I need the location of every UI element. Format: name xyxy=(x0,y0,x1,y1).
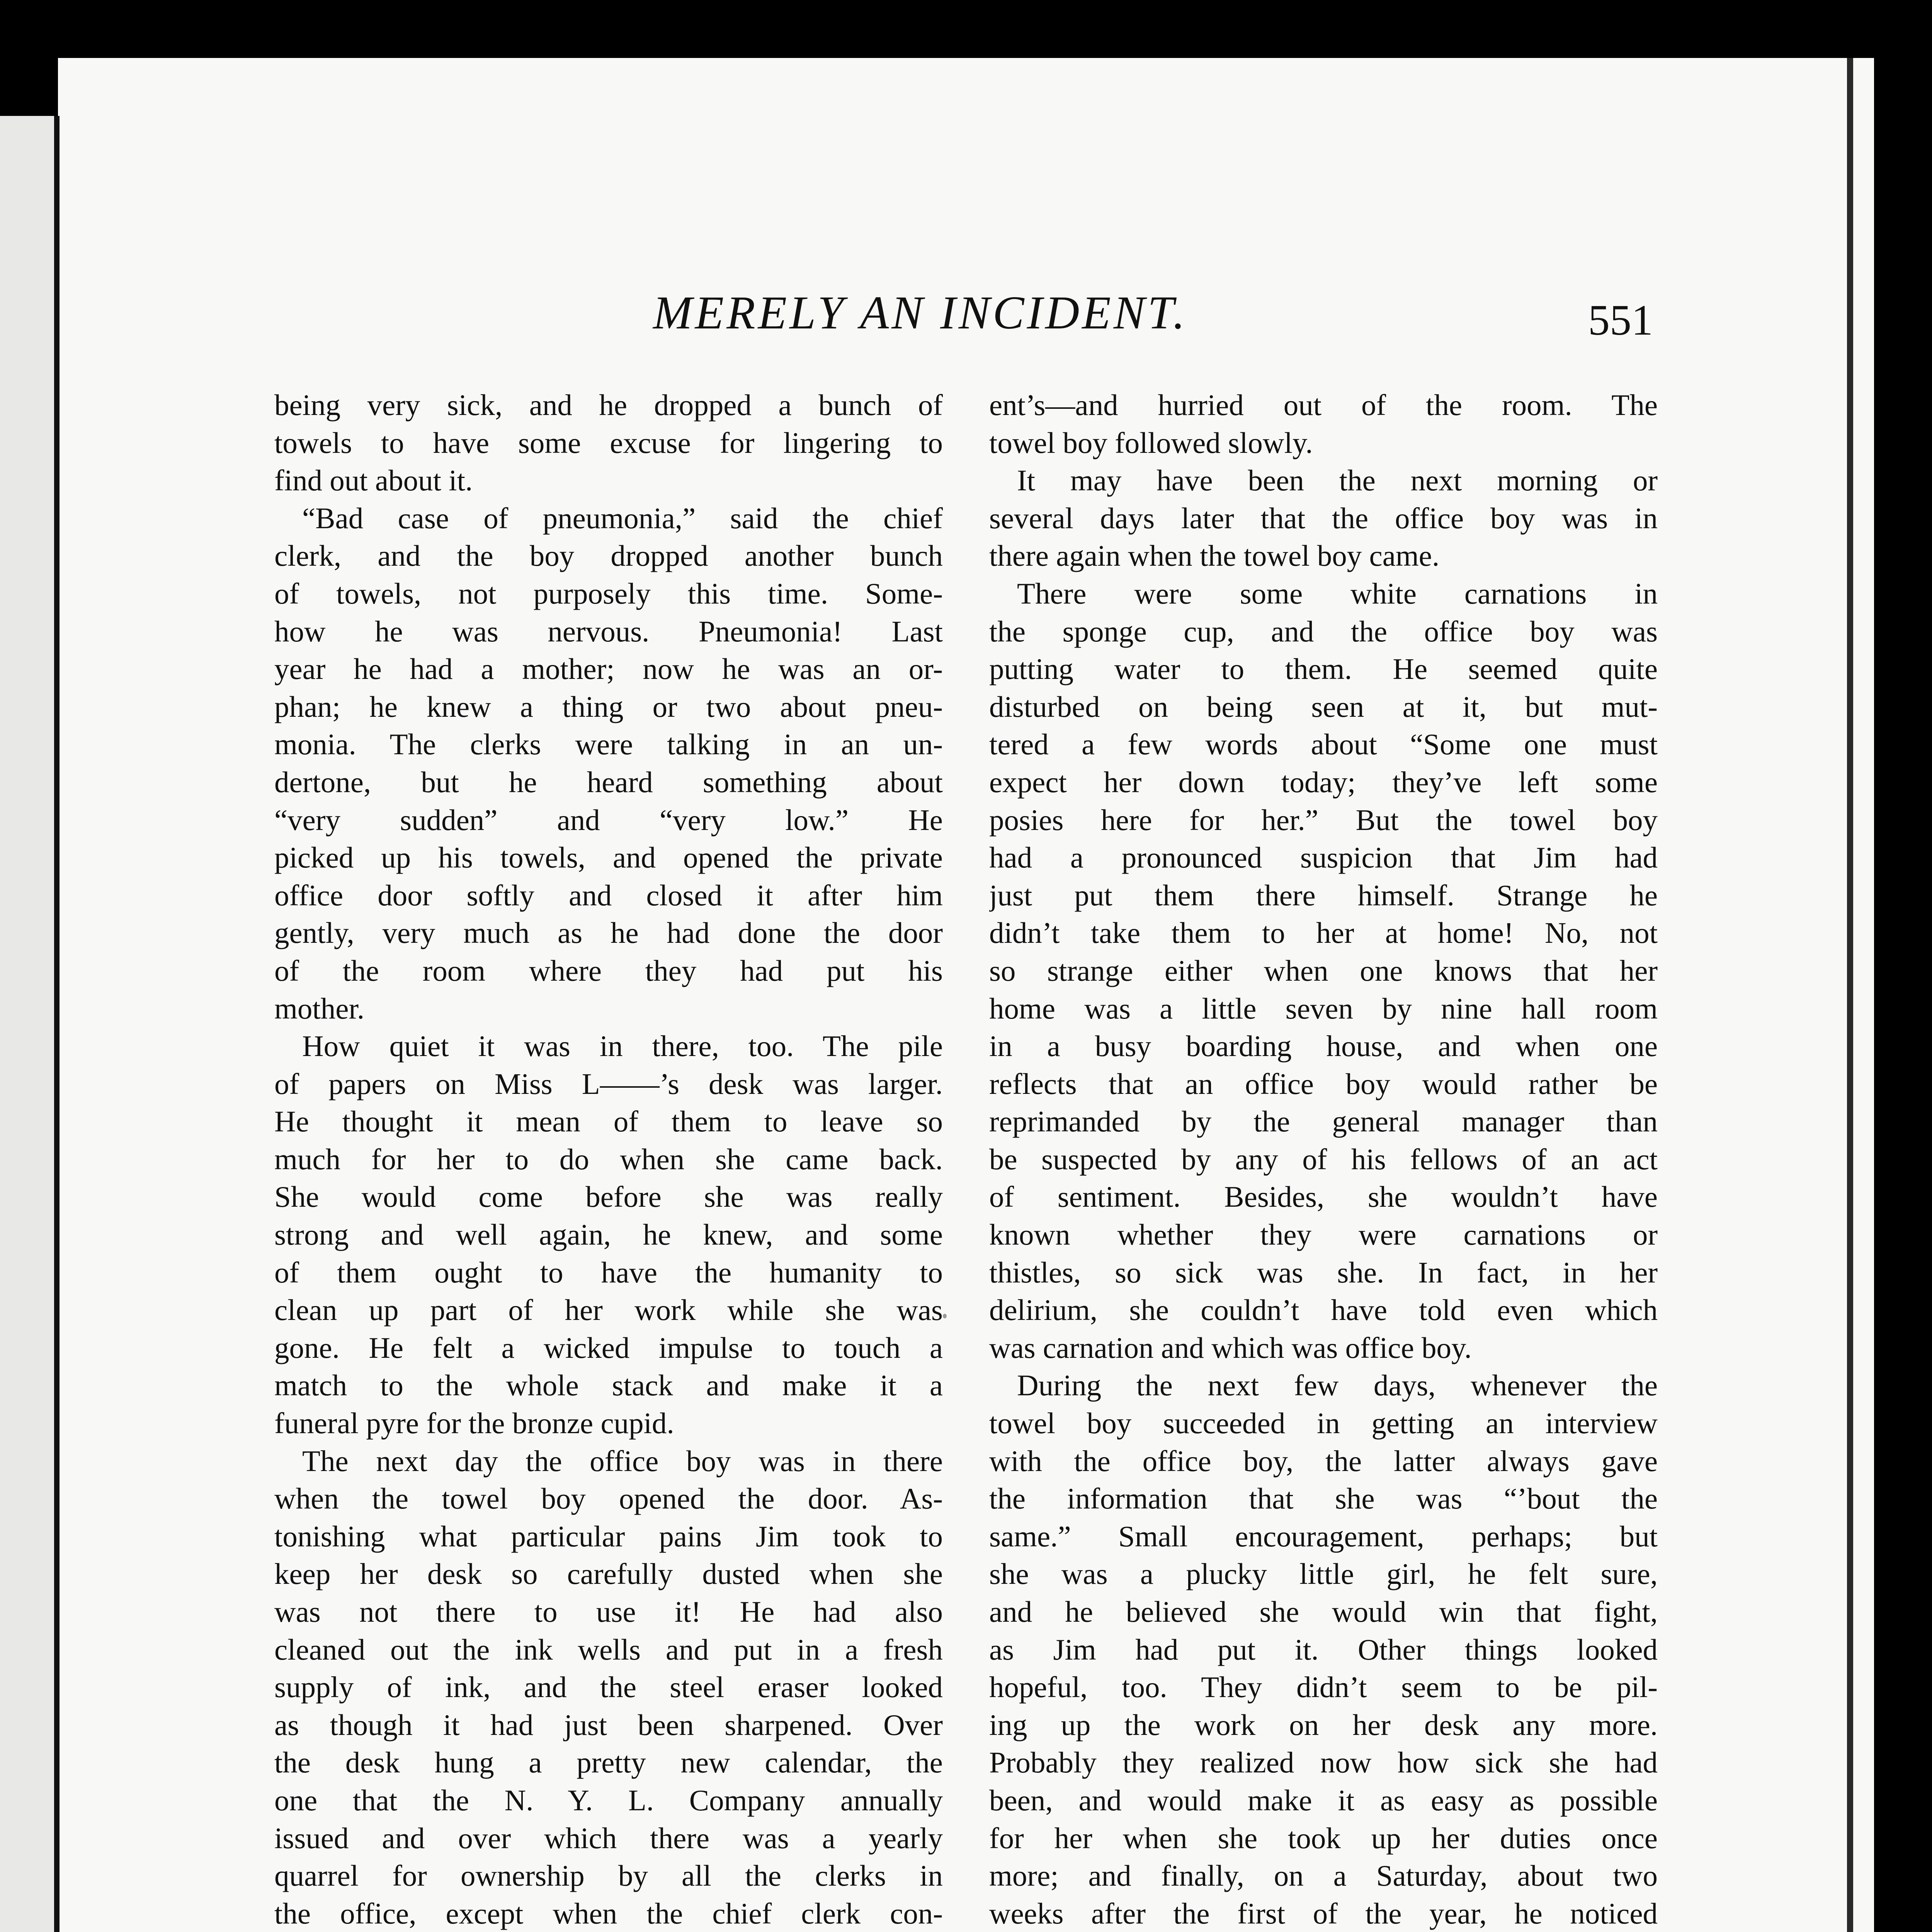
text-line: be suspected by any of his fellows of an act xyxy=(989,1142,1658,1176)
text-line: keep her desk so carefully dusted when she xyxy=(274,1557,943,1591)
text-line: towel boy followed slowly. xyxy=(989,426,1313,459)
text-line: tonishing what particular pains Jim took to xyxy=(274,1519,943,1553)
text-line: thistles, so sick was she. In fact, in her xyxy=(989,1255,1658,1289)
text-line: towel boy succeeded in getting an interview xyxy=(989,1406,1658,1440)
text-line: hopeful, too. They didn’t seem to be pil- xyxy=(989,1670,1658,1704)
text-line: There were some white carnations in xyxy=(1017,577,1658,610)
text-line: in a busy boarding house, and when one xyxy=(989,1029,1658,1063)
text-line: tered a few words about “Some one must xyxy=(989,728,1658,761)
facing-page-edge xyxy=(0,116,58,1932)
text-line: of the room where they had put his xyxy=(274,954,943,987)
text-line: reprimanded by the general manager than xyxy=(989,1105,1658,1138)
text-line: phan; he knew a thing or two about pneu- xyxy=(274,690,943,723)
text-line: the information that she was “’bout the xyxy=(989,1482,1658,1515)
page-right-edge xyxy=(1847,58,1853,1932)
text-line: match to the whole stack and make it a xyxy=(274,1369,943,1402)
text-line: reflects that an office boy would rather be xyxy=(989,1067,1658,1100)
text-line: and he believed she would win that fight, xyxy=(989,1595,1658,1628)
text-line: She would come before she was really xyxy=(274,1180,943,1214)
text-line: had a pronounced suspicion that Jim had xyxy=(989,841,1658,874)
text-line: cleaned out the ink wells and put in a fresh xyxy=(274,1633,943,1666)
text-line: disturbed on being seen at it, but mut- xyxy=(989,690,1658,723)
text-line: expect her down today; they’ve left some xyxy=(989,765,1658,799)
text-line: Probably they realized now how sick she had xyxy=(989,1746,1658,1779)
text-line: ing up the work on her desk any more. xyxy=(989,1708,1658,1742)
text-line: picked up his towels, and opened the private xyxy=(274,841,943,874)
text-line: didn’t take them to her at home! No, not xyxy=(989,916,1658,950)
text-line: of sentiment. Besides, she wouldn’t have xyxy=(989,1180,1658,1214)
text-line: was not there to use it! He had also xyxy=(274,1595,943,1628)
text-line: delirium, she couldn’t have told even which xyxy=(989,1293,1658,1327)
text-line: she was a plucky little girl, he felt sure, xyxy=(989,1557,1658,1591)
page-number: 551 xyxy=(1588,296,1653,344)
text-line: for her when she took up her duties once xyxy=(989,1821,1658,1855)
text-line: clerk, and the boy dropped another bunch xyxy=(274,539,943,573)
text-line: year he had a mother; now he was an or- xyxy=(274,652,943,686)
text-line: towels to have some excuse for lingering to xyxy=(274,426,943,459)
text-line: several days later that the office boy was in xyxy=(989,501,1658,535)
text-line: weeks after the first of the year, he noticed xyxy=(989,1896,1658,1930)
text-line: gently, very much as he had done the door xyxy=(274,916,943,950)
text-column-right xyxy=(989,386,1658,1932)
text-line: known whether they were carnations or xyxy=(989,1218,1658,1252)
text-line: It may have been the next morning or xyxy=(1017,464,1658,497)
text-line: of them ought to have the humanity to xyxy=(274,1255,943,1289)
text-line: of towels, not purposely this time. Some- xyxy=(274,577,943,610)
text-line: supply of ink, and the steel eraser looked xyxy=(274,1670,943,1704)
text-line: clean up part of her work while she was xyxy=(274,1293,943,1327)
text-line: issued and over which there was a yearly xyxy=(274,1821,943,1855)
text-line: same.” Small encouragement, perhaps; but xyxy=(989,1519,1658,1553)
text-line: quarrel for ownership by all the clerks in xyxy=(274,1859,943,1893)
text-column-left xyxy=(274,386,943,1932)
text-line: putting water to them. He seemed quite xyxy=(989,652,1658,686)
text-line: how he was nervous. Pneumonia! Last xyxy=(274,614,943,648)
text-line: dertone, but he heard something about xyxy=(274,765,943,799)
text-line: much for her to do when she came back. xyxy=(274,1142,943,1176)
text-line: gone. He felt a wicked impulse to touch a xyxy=(274,1331,943,1364)
text-line: find out about it. xyxy=(274,464,473,497)
text-line: funeral pyre for the bronze cupid. xyxy=(274,1406,674,1440)
text-line: the office, except when the chief clerk con- xyxy=(274,1896,943,1930)
text-line: as though it had just been sharpened. Over xyxy=(274,1708,943,1742)
text-line: as Jim had put it. Other things looked xyxy=(989,1633,1658,1666)
text-line: being very sick, and he dropped a bunch of xyxy=(274,388,943,422)
text-line: During the next few days, whenever the xyxy=(1017,1369,1658,1402)
text-line: the sponge cup, and the office boy was xyxy=(989,614,1658,648)
binding-gutter xyxy=(54,116,60,1932)
text-line: more; and finally, on a Saturday, about two xyxy=(989,1859,1658,1893)
text-line: home was a little seven by nine hall room xyxy=(989,992,1658,1025)
text-line: How quiet it was in there, too. The pile xyxy=(302,1029,943,1063)
text-line: “Bad case of pneumonia,” said the chief xyxy=(302,501,943,535)
text-line: when the towel boy opened the door. As- xyxy=(274,1482,943,1515)
text-line: been, and would make it as easy as possible xyxy=(989,1783,1658,1817)
text-line: the desk hung a pretty new calendar, the xyxy=(274,1746,943,1779)
text-line: just put them there himself. Strange he xyxy=(989,878,1658,912)
text-line: there again when the towel boy came. xyxy=(989,539,1440,573)
text-line: of papers on Miss L——’s desk was larger. xyxy=(274,1067,943,1100)
text-line: He thought it mean of them to leave so xyxy=(274,1105,943,1138)
running-title: MERELY AN INCIDENT. xyxy=(653,287,1188,339)
text-line: with the office boy, the latter always gave xyxy=(989,1444,1658,1478)
text-line: ent’s—and hurried out of the room. The xyxy=(989,388,1658,422)
text-line: “very sudden” and “very low.” He xyxy=(274,803,943,837)
text-line: so strange either when one knows that her xyxy=(989,954,1658,987)
text-line: mother. xyxy=(274,992,365,1025)
text-line: was carnation and which was office boy. xyxy=(989,1331,1472,1364)
text-line: monia. The clerks were talking in an un- xyxy=(274,728,943,761)
text-line: office door softly and closed it after him xyxy=(274,878,943,912)
ink-speck xyxy=(943,1314,947,1318)
text-line: one that the N. Y. L. Company annually xyxy=(274,1783,943,1817)
text-line: strong and well again, he knew, and some xyxy=(274,1218,943,1252)
text-line: The next day the office boy was in there xyxy=(302,1444,943,1478)
text-line: posies here for her.” But the towel boy xyxy=(989,803,1658,837)
